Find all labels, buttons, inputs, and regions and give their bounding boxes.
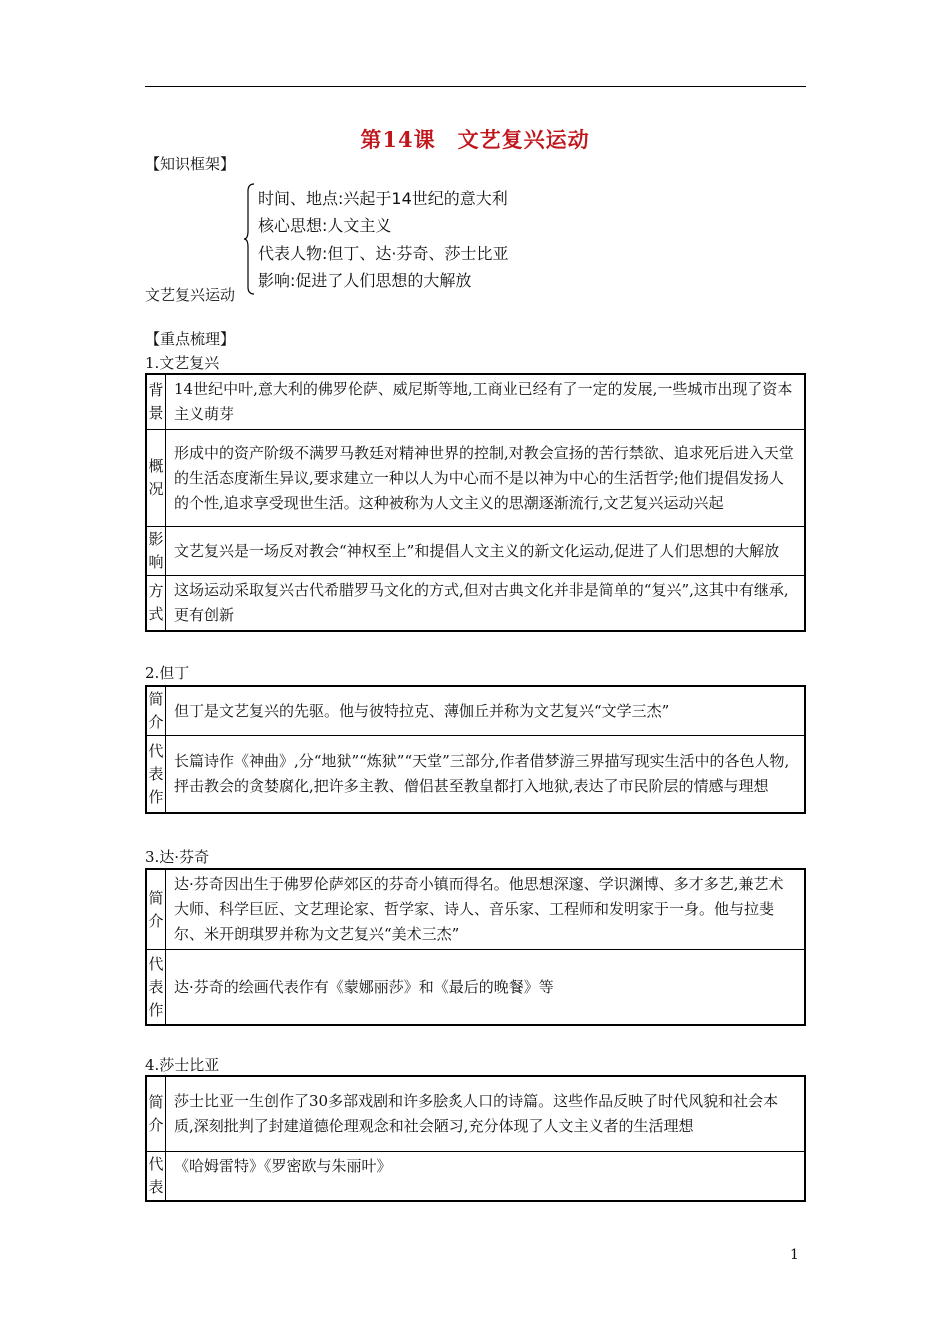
- table-row: [146, 1152, 805, 1202]
- framework-brace: [243, 183, 255, 295]
- row-head: 影响: [146, 527, 166, 576]
- table-row: [146, 527, 805, 576]
- row-text: 但丁是文艺复兴的先驱。他与彼特拉克、薄伽丘并称为文艺复兴“文学三杰”: [166, 686, 806, 736]
- header-rule: [145, 86, 806, 87]
- table-row: [146, 374, 805, 430]
- row-head: 代表: [146, 1152, 166, 1202]
- shakespeare-table: [145, 1075, 806, 1202]
- framework-item-figures: 代表人物:但丁、达·芬奇、莎士比亚: [258, 244, 509, 263]
- page-number: 1: [790, 1247, 799, 1263]
- page-title: 第14课 文艺复兴运动: [360, 127, 590, 152]
- framework-item-time-place: 时间、地点:兴起于14世纪的意大利: [258, 189, 508, 208]
- row-head: 简介: [146, 1076, 166, 1152]
- row-text: 形成中的资产阶级不满罗马教廷对精神世界的控制,对教会宣扬的苦行禁欲、追求死后进入天堂的生活态度渐生异议,要求建立一种以人为中心而不是以神为中心的生活哲学;他们提倡发扬人的个性,追求享受现世生活。这种被称为人文主义的思潮逐渐流行,文艺复兴运动兴起: [166, 430, 806, 527]
- table-row: [146, 950, 805, 1026]
- section-title-renaissance: 1.文艺复兴: [145, 354, 220, 372]
- framework-root: 文艺复兴运动: [145, 286, 236, 304]
- table-row: [146, 686, 805, 736]
- da-vinci-table: [145, 868, 806, 1026]
- row-text: 这场运动采取复兴古代希腊罗马文化的方式,但对古典文化并非是简单的“复兴”,这其中有继承,更有创新: [166, 576, 806, 632]
- dante-table: [145, 685, 806, 814]
- framework-item-impact: 影响:促进了人们思想的大解放: [258, 271, 472, 290]
- table-row: [146, 736, 805, 814]
- table-row: [146, 1076, 805, 1152]
- framework-item-core-idea: 核心思想:人文主义: [258, 216, 392, 235]
- table-row: [146, 430, 805, 527]
- row-head: 代表作: [146, 736, 166, 814]
- row-text: 文艺复兴是一场反对教会“神权至上”和提倡人文主义的新文化运动,促进了人们思想的大解放: [166, 527, 806, 576]
- renaissance-table: [145, 373, 806, 632]
- row-head: 简介: [146, 869, 166, 950]
- row-text: 《哈姆雷特》《罗密欧与朱丽叶》: [166, 1152, 806, 1202]
- section-title-shakespeare: 4.莎士比亚: [145, 1056, 220, 1074]
- row-text: 达·芬奇因出生于佛罗伦萨郊区的芬奇小镇而得名。他思想深邃、学识渊博、多才多艺,兼艺术大师、科学巨匠、文艺理论家、哲学家、诗人、音乐家、工程师和发明家于一身。他与拉斐尔、米开朗琪罗并称为文艺复兴“美术三杰”: [166, 869, 806, 950]
- table-row: [146, 576, 805, 632]
- table-row: [146, 869, 805, 950]
- row-head: 概况: [146, 430, 166, 527]
- row-text: 14世纪中叶,意大利的佛罗伦萨、威尼斯等地,工商业已经有了一定的发展,一些城市出现了资本主义萌芽: [166, 374, 806, 430]
- row-head: 方式: [146, 576, 166, 632]
- section-title-da-vinci: 3.达·芬奇: [145, 848, 210, 866]
- framework-heading: 【知识框架】: [145, 155, 236, 173]
- section-title-dante: 2.但丁: [145, 664, 190, 682]
- row-text: 长篇诗作《神曲》,分“地狱”“炼狱”“天堂”三部分,作者借梦游三界描写现实生活中的各色人物,抨击教会的贪婪腐化,把许多主教、僧侣甚至教皇都打入地狱,表达了市民阶层的情感与理想: [166, 736, 806, 814]
- row-text: 达·芬奇的绘画代表作有《蒙娜丽莎》和《最后的晚餐》等: [166, 950, 806, 1026]
- row-text: 莎士比亚一生创作了30多部戏剧和许多脍炙人口的诗篇。这些作品反映了时代风貌和社会本质,深刻批判了封建道德伦理观念和社会陋习,充分体现了人文主义者的生活理想: [166, 1076, 806, 1152]
- row-head: 代表作: [146, 950, 166, 1026]
- row-head: 背景: [146, 374, 166, 430]
- key-points-heading: 【重点梳理】: [145, 330, 236, 348]
- row-head: 简介: [146, 686, 166, 736]
